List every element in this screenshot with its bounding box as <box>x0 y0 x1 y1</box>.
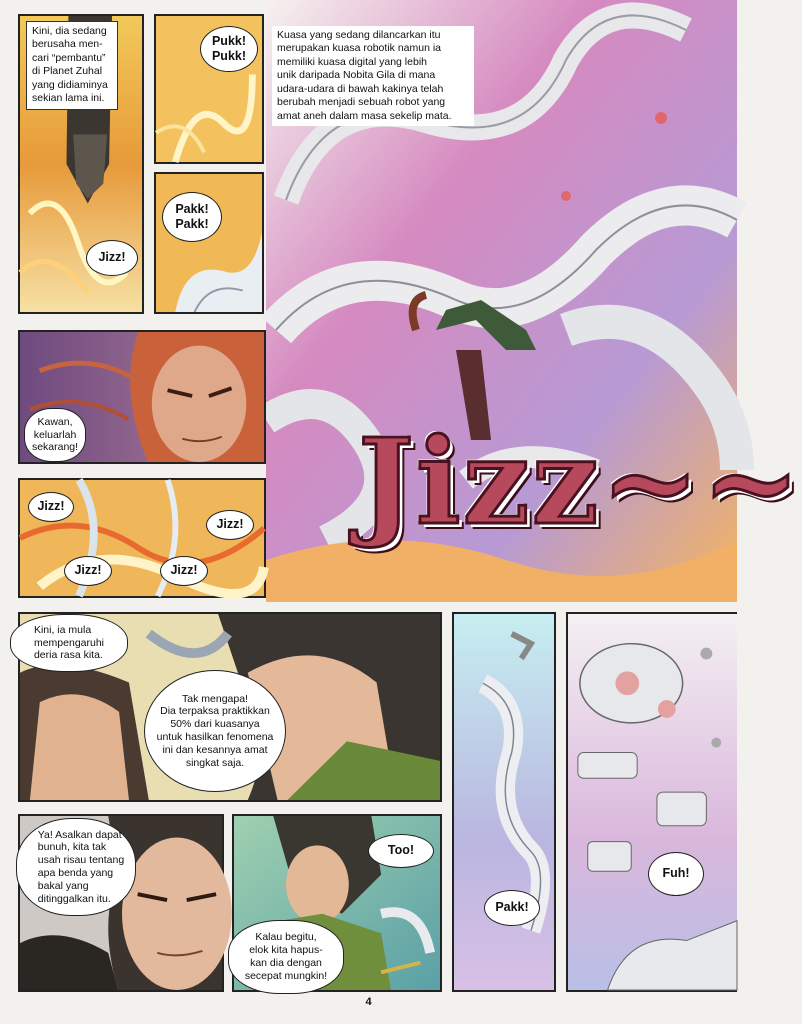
page-number: 4 <box>365 996 372 1008</box>
panel-8 <box>452 612 556 992</box>
speech-bubble: Ya! Asalkan dapat bunuh, kita tak usah risau tentang apa benda yang bakal yang ditinggalkan itu. <box>16 818 136 916</box>
panel-5 <box>18 330 266 464</box>
speech-bubble: Kalau begitu, elok kita hapus- kan dia dengan secepat mungkin! <box>228 920 344 994</box>
sfx-bubble: Fuh! <box>648 852 704 896</box>
caption-box: Kuasa yang sedang dilancarkan itu merupakan kuasa robotik namun ia memiliki kuasa digital yang lebih unik daripada Nobita Gila di mana udara-udara di bawah kakinya telah berubah menjadi sebuah robot yang amat aneh dalam masa sekelip mata. <box>272 26 474 126</box>
speech-bubble: Kini, ia mula mempengaruhi deria rasa kita. <box>10 614 128 672</box>
panel-1 <box>18 14 144 314</box>
panel-11 <box>232 814 442 992</box>
sfx-bubble: Pakk! <box>484 890 540 926</box>
speech-bubble: Too! <box>368 834 434 868</box>
panel-9 <box>566 612 737 992</box>
panel-6 <box>18 478 266 598</box>
caption-box: Kini, dia sedang berusaha men- cari “pembantu” di Planet Zuhal yang didiaminya sekian lama ini. <box>26 21 118 110</box>
sfx-bubble: Jizz! <box>28 492 74 522</box>
sfx-bubble: Jizz! <box>86 240 138 276</box>
panel-7 <box>18 612 442 802</box>
sfx-bubble: Jizz! <box>160 556 208 586</box>
panel-10 <box>18 814 224 992</box>
panel-3-art <box>156 174 262 312</box>
panel-3 <box>154 172 264 314</box>
sfx-bubble: Jizz! <box>206 510 254 540</box>
panel-9-art <box>568 614 737 990</box>
sfx-big-text: Jizz~~ <box>358 412 802 551</box>
panel-8-art <box>454 614 554 990</box>
panel-2 <box>154 14 264 164</box>
speech-bubble: Tak mengapa! Dia terpaksa praktikkan 50% dari kuasanya untuk hasilkan fenomena ini dan kesannya amat singkat saja. <box>144 670 286 792</box>
sfx-bubble: Pukk! Pukk! <box>200 26 258 72</box>
panel-4 <box>266 0 802 602</box>
sfx-bubble: Pakk! Pakk! <box>162 192 222 242</box>
sfx-bubble: Jizz! <box>64 556 112 586</box>
speech-bubble: Kawan, keluarlah sekarang! <box>24 408 86 462</box>
